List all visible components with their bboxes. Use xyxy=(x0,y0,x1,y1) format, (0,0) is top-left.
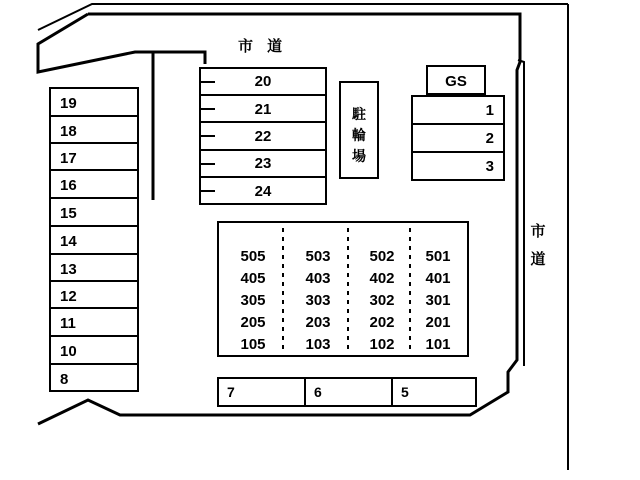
unit-cell-20: 20 xyxy=(254,73,272,90)
parking-space-202: 202 xyxy=(369,313,395,331)
parking-space-102: 102 xyxy=(369,335,395,353)
road-label-right-char-1: 市 xyxy=(530,223,546,240)
parking-space-405: 405 xyxy=(240,269,266,287)
unit-cell-17: 17 xyxy=(60,150,77,167)
bicycle-parking-char-2: 輪 xyxy=(352,127,366,143)
parking-space-301: 301 xyxy=(425,291,451,309)
parking-space-302: 302 xyxy=(369,291,395,309)
unit-cell-23: 23 xyxy=(254,155,272,172)
parking-space-205: 205 xyxy=(240,313,266,331)
unit-cell-8: 8 xyxy=(60,371,69,388)
parking-space-203: 203 xyxy=(305,313,331,331)
unit-cell-1: 1 xyxy=(485,101,494,119)
unit-cell-13: 13 xyxy=(60,261,77,278)
parking-space-305: 305 xyxy=(240,291,266,309)
unit-cell-15: 15 xyxy=(60,205,77,222)
parking-space-105: 105 xyxy=(240,335,266,353)
gs-label: GS xyxy=(445,72,467,90)
bicycle-parking-label xyxy=(345,104,373,167)
parking-space-403: 403 xyxy=(305,269,331,287)
unit-cell-24: 24 xyxy=(254,183,272,200)
parking-space-505: 505 xyxy=(240,247,266,265)
parking-space-402: 402 xyxy=(369,269,395,287)
road-label-right xyxy=(529,218,547,274)
unit-cell-11: 11 xyxy=(60,315,76,332)
unit-cell-6: 6 xyxy=(314,384,322,400)
parking-space-501: 501 xyxy=(425,247,451,265)
unit-cell-16: 16 xyxy=(60,177,77,194)
parking-space-303: 303 xyxy=(305,291,331,309)
parking-space-101: 101 xyxy=(425,335,451,353)
unit-cell-19: 19 xyxy=(60,95,77,112)
unit-cell-18: 18 xyxy=(60,123,77,140)
parking-space-401: 401 xyxy=(425,269,451,287)
unit-cell-10: 10 xyxy=(60,343,77,360)
road-label-top: 市 道 xyxy=(238,38,288,55)
unit-cell-21: 21 xyxy=(254,101,272,118)
unit-cell-7: 7 xyxy=(227,384,235,400)
unit-cell-12: 12 xyxy=(60,288,77,305)
unit-cell-14: 14 xyxy=(60,233,77,250)
unit-cell-2: 2 xyxy=(485,129,494,147)
bicycle-parking-char-1: 駐 xyxy=(352,106,366,122)
unit-cell-5: 5 xyxy=(401,384,409,400)
bicycle-parking-char-3: 場 xyxy=(352,148,366,164)
parking-space-103: 103 xyxy=(305,335,331,353)
parking-space-502: 502 xyxy=(369,247,395,265)
unit-cell-22: 22 xyxy=(254,128,272,145)
parking-space-503: 503 xyxy=(305,247,331,265)
road-label-right-char-2: 道 xyxy=(530,251,546,268)
unit-cell-3: 3 xyxy=(485,157,494,175)
parking-space-201: 201 xyxy=(425,313,451,331)
